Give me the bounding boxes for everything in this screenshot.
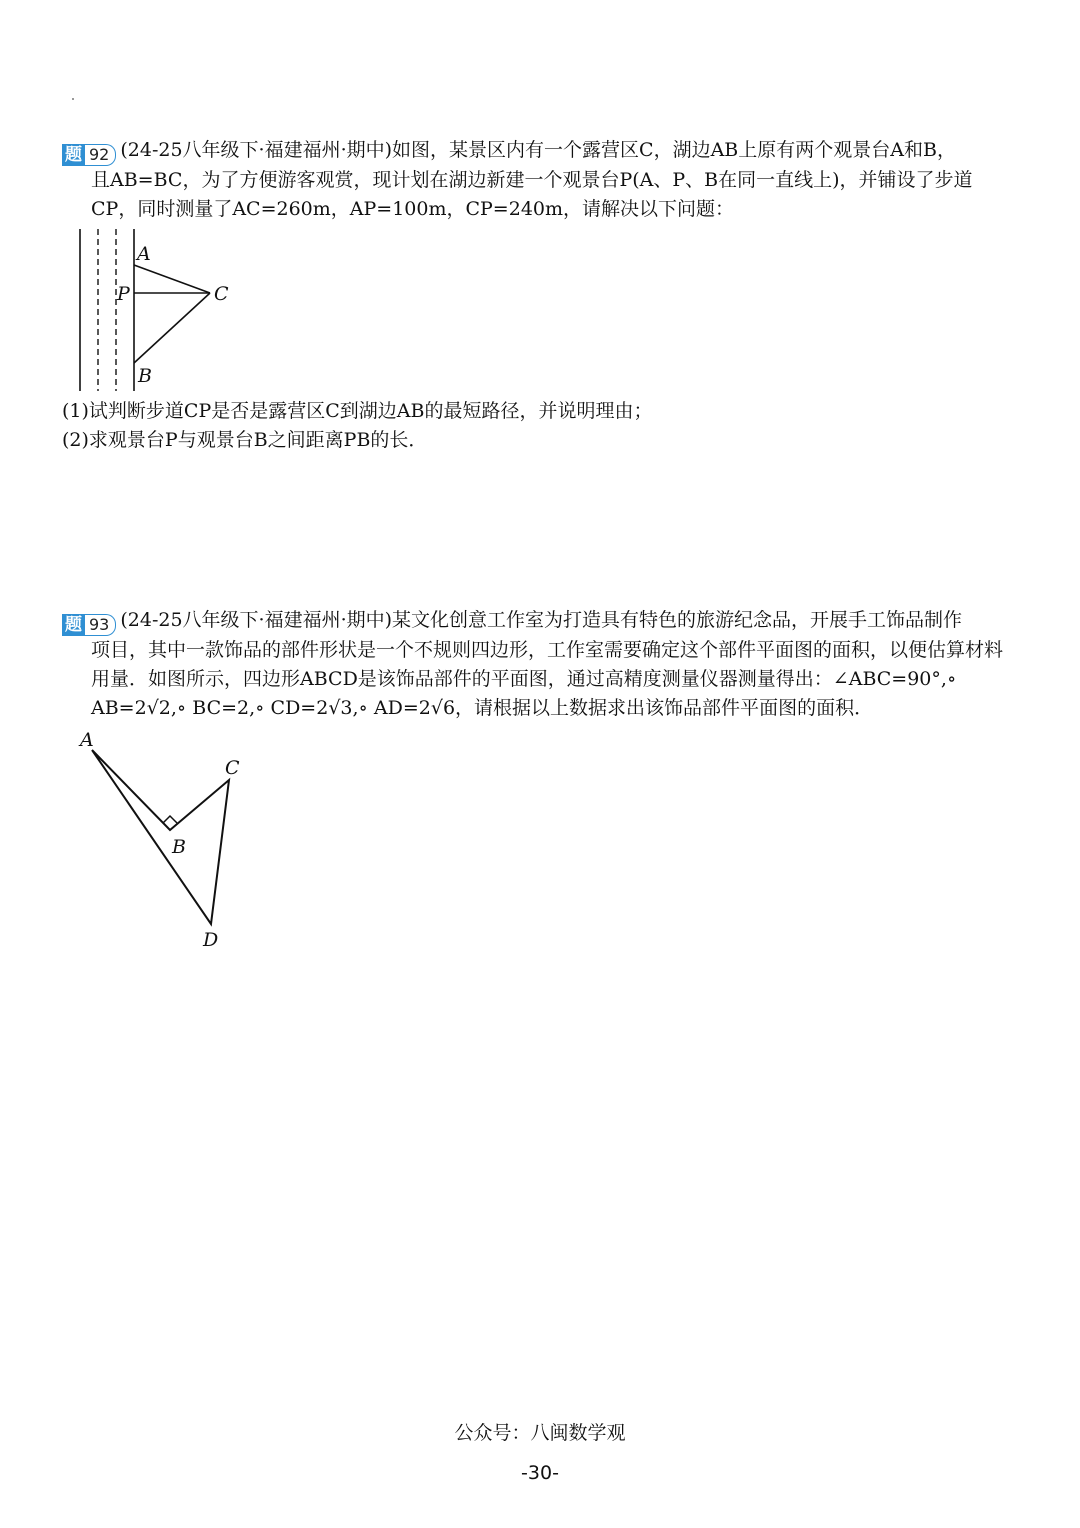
question-text-line: (24-25八年级下·福建福州·期中)如图，某景区内有一个露营区C，湖边AB上原有两个观景台A和B， — [120, 139, 956, 161]
right-angle-mark — [163, 816, 177, 823]
question-text-line: 且AB=BC，为了方便游客观赏，现计划在湖边新建一个观景台P(A、P、B在同一直线上)，并铺设了步道 — [91, 169, 973, 191]
question-text-line: AB=2√2,∘ BC=2,∘ CD=2√3,∘ AD=2√6，请根据以上数据求出该饰品部件平面图的面积． — [91, 697, 874, 719]
stray-dot — [72, 98, 74, 100]
question-text-line: CP，同时测量了AC=260m，AP=100m，CP=240m，请解决以下问题： — [91, 198, 735, 220]
vertex-label-c: C — [225, 757, 240, 779]
page-number: -30- — [521, 1462, 559, 1484]
point-label-b: B — [138, 365, 152, 387]
quadrilateral-outline — [92, 750, 229, 924]
point-label-a: A — [137, 243, 151, 265]
segment-bc — [134, 293, 210, 363]
question-text-line: (24-25八年级下·福建福州·期中)某文化创意工作室为打造具有特色的旅游纪念品，开展手工饰品制作 — [120, 609, 963, 631]
point-label-p: P — [117, 283, 130, 305]
question-93 — [62, 606, 1022, 723]
sub-question-1: (1)试判断步道CP是否是露营区C到湖边AB的最短路径，并说明理由； — [62, 400, 653, 422]
question-92 — [62, 136, 1022, 224]
question-tag — [62, 614, 116, 636]
vertex-label-d: D — [203, 929, 219, 951]
quadrilateral-abcd-figure — [70, 722, 270, 962]
question-number: 92 — [85, 144, 116, 166]
question-text-line: 用量．如图所示，四边形ABCD是该饰品部件的平面图，通过高精度测量仪器测量得出：∠ABC=90°,∘ — [91, 668, 957, 690]
question-text-line: 项目，其中一款饰品的部件形状是一个不规则四边形，工作室需要确定这个部件平面图的面积，以便估算材料 — [91, 639, 1004, 661]
footer-account: 公众号：八闽数学观 — [454, 1422, 626, 1444]
question-tag-label: 题 — [62, 614, 85, 636]
segment-ac — [134, 265, 210, 293]
lake-triangle-figure — [60, 225, 260, 395]
question-tag-label: 题 — [62, 144, 85, 166]
question-tag — [62, 144, 116, 166]
vertex-label-a: A — [80, 729, 94, 751]
vertex-label-b: B — [172, 836, 186, 858]
sub-question-2: (2)求观景台P与观景台B之间距离PB的长． — [62, 429, 428, 451]
question-number: 93 — [85, 614, 116, 636]
point-label-c: C — [214, 283, 229, 305]
